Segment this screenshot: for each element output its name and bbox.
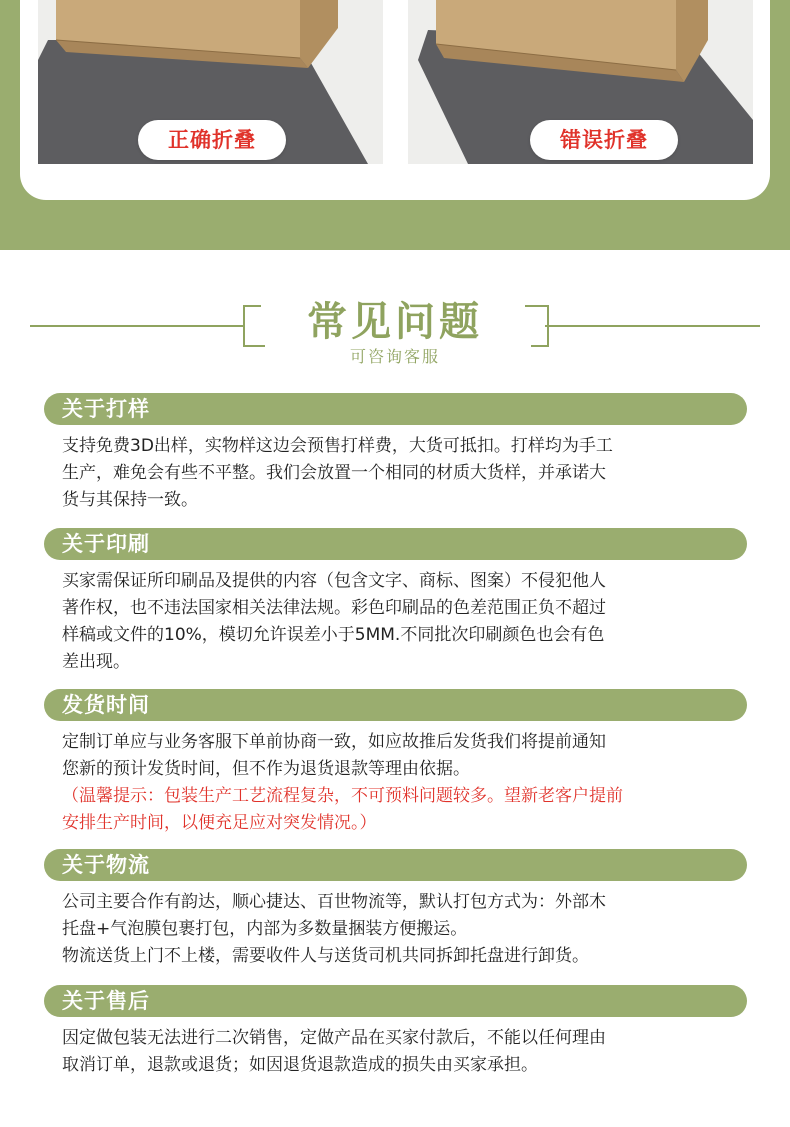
- section-body: [62, 1025, 742, 1079]
- section-body: [62, 433, 742, 514]
- section-title-bar: [44, 849, 747, 881]
- faq-title: 常见问题: [307, 299, 483, 345]
- wrong-fold-photo: [408, 0, 753, 164]
- body-line: 物流送货上门不上楼，需要收件人与送货司机共同拆卸托盘进行卸货。: [62, 946, 589, 966]
- body-line: 差出现。: [62, 652, 130, 672]
- body-line: 定制订单应与业务客服下单前协商一致，如应故推后发货我们将提前通知: [62, 732, 606, 752]
- body-line: 著作权，也不违法国家相关法律法规。彩色印刷品的色差范围正负不超过: [62, 598, 606, 618]
- body-line: 买家需保证所印刷品及提供的内容（包含文字、商标、图案）不侵犯他人: [62, 571, 606, 591]
- section-body: [62, 568, 742, 676]
- body-line: 货与其保持一致。: [62, 490, 198, 510]
- body-line: 您新的预计发货时间，但不作为退货退款等理由依据。: [62, 759, 470, 779]
- body-line: 生产，难免会有些不平整。我们会放置一个相同的材质大货样，并承诺大: [62, 463, 606, 483]
- body-line: 因定做包装无法进行二次销售，定做产品在买家付款后，不能以任何理由: [62, 1028, 606, 1048]
- section-body: [62, 889, 742, 970]
- section-title-bar: [44, 528, 747, 560]
- warning-line: 安排生产时间，以便充足应对突发情况。）: [62, 813, 377, 833]
- section-title: 关于物流: [62, 853, 150, 877]
- section-title: 关于打样: [62, 397, 150, 421]
- faq-header: [0, 280, 790, 370]
- body-line: 托盘+气泡膜包裹打包，内部为多数量捆装方便搬运。: [62, 919, 468, 939]
- body-line: 样稿或文件的10%，模切允许误差小于5MM.不同批次印刷颜色也会有色: [62, 625, 605, 645]
- section-title-bar: [44, 393, 747, 425]
- warning-line: （温馨提示：包装生产工艺流程复杂，不可预料问题较多。望新老客户提前: [62, 786, 623, 806]
- section-title: 发货时间: [62, 693, 150, 717]
- correct-fold-photo: [38, 0, 383, 164]
- section-title-bar: [44, 985, 747, 1017]
- section-body: [62, 729, 742, 837]
- body-line: 公司主要合作有韵达，顺心捷达、百世物流等，默认打包方式为：外部木: [62, 892, 606, 912]
- section-title-bar: [44, 689, 747, 721]
- wrong-fold-label: 错误折叠: [530, 120, 678, 160]
- section-title: 关于印刷: [62, 532, 150, 556]
- faq-subtitle: 可咨询客服: [349, 347, 440, 366]
- section-title: 关于售后: [62, 989, 150, 1013]
- body-line: 支持免费3D出样，实物样这边会预售打样费，大货可抵扣。打样均为手工: [62, 436, 613, 456]
- body-line: 取消订单，退款或退货；如因退货退款造成的损失由买家承担。: [62, 1055, 538, 1075]
- correct-fold-label: 正确折叠: [138, 120, 286, 160]
